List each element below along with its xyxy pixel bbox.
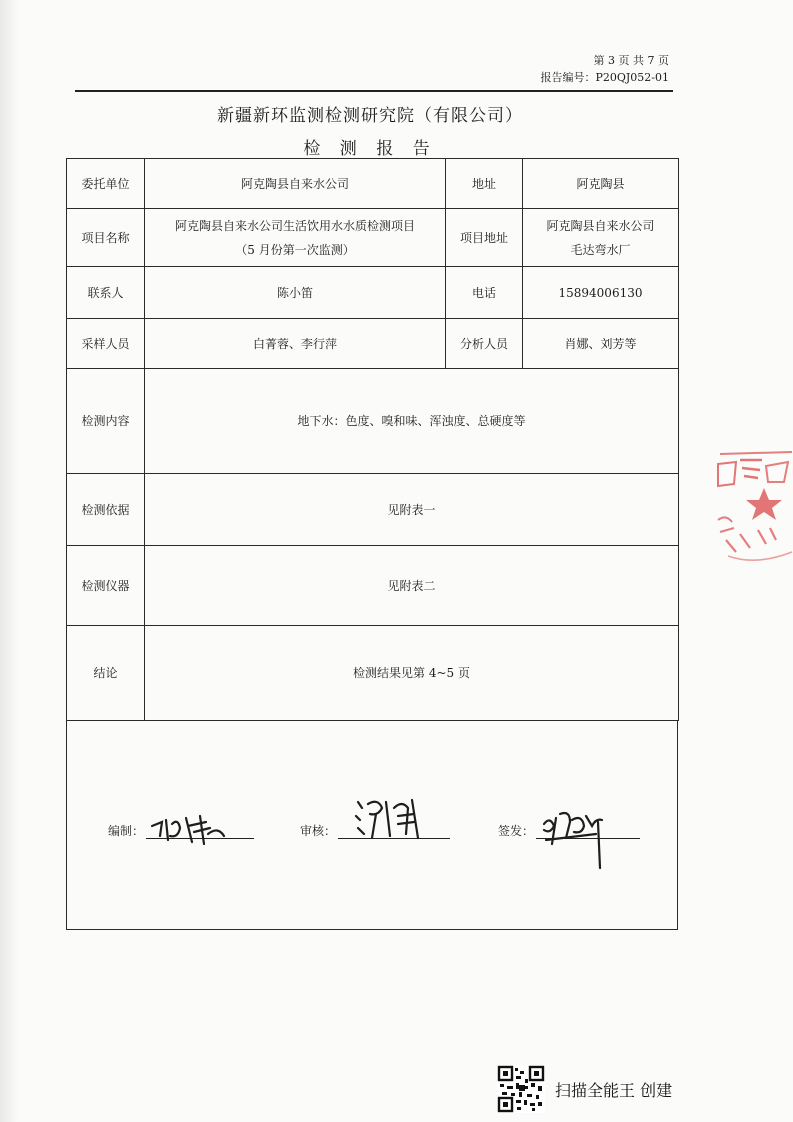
analyst-label: 分析人员 bbox=[446, 319, 523, 369]
scanner-text: 扫描全能王 创建 bbox=[555, 1080, 673, 1100]
instrument-value: 见附表二 bbox=[145, 546, 679, 626]
address-value: 阿克陶县 bbox=[523, 159, 679, 209]
report-info-table bbox=[66, 158, 679, 721]
project-name-cell bbox=[145, 209, 446, 267]
contact-value: 陈小笛 bbox=[145, 267, 446, 319]
report-title: 检 测 报 告 bbox=[303, 139, 437, 159]
page-number: 第 3 页 共 7 页 bbox=[593, 54, 669, 67]
project-address-cell bbox=[523, 209, 679, 267]
instrument-label: 检测仪器 bbox=[67, 546, 145, 626]
address-label: 地址 bbox=[446, 159, 523, 209]
content-value: 地下水：色度、嗅和味、浑浊度、总硬度等 bbox=[145, 369, 679, 474]
project-address-line1: 阿克陶县自来水公司 bbox=[546, 218, 655, 233]
table-row bbox=[67, 267, 679, 319]
project-address-label: 项目地址 bbox=[446, 209, 523, 267]
issued-by-label: 签发： bbox=[498, 824, 535, 838]
basis-value: 见附表一 bbox=[145, 474, 679, 546]
official-seal-stamp bbox=[706, 448, 793, 568]
table-row bbox=[67, 474, 679, 546]
table-row bbox=[67, 209, 679, 267]
client-value: 阿克陶县自来水公司 bbox=[145, 159, 446, 209]
sampler-value: 白菁蓉、李行萍 bbox=[145, 319, 446, 369]
table-row bbox=[67, 159, 679, 209]
prepared-by-signature bbox=[148, 812, 248, 848]
sampler-label: 采样人员 bbox=[67, 319, 145, 369]
page-header-info bbox=[540, 52, 669, 86]
organization-title: 新疆新环监测检测研究院（有限公司） bbox=[217, 106, 523, 126]
table-row bbox=[67, 626, 679, 721]
header-rule bbox=[75, 90, 673, 92]
reviewed-by-label: 审核： bbox=[300, 824, 337, 838]
issued-by-signature bbox=[536, 804, 616, 874]
conclusion-label: 结论 bbox=[67, 626, 145, 721]
project-name-label: 项目名称 bbox=[67, 209, 145, 267]
table-row bbox=[67, 546, 679, 626]
project-name-line2: （5 月份第一次监测） bbox=[235, 242, 355, 257]
project-address-line2: 毛达弯水厂 bbox=[570, 242, 631, 257]
analyst-value: 肖娜、刘芳等 bbox=[523, 319, 679, 369]
scan-edge-shadow bbox=[0, 0, 18, 1122]
table-row bbox=[67, 319, 679, 369]
contact-label: 联系人 bbox=[67, 267, 145, 319]
report-number: 报告编号：P20QJ052-01 bbox=[540, 71, 669, 84]
prepared-by-label: 编制： bbox=[108, 824, 145, 838]
reviewed-by-signature bbox=[352, 794, 432, 844]
scanner-watermark bbox=[497, 1065, 672, 1113]
basis-label: 检测依据 bbox=[67, 474, 145, 546]
phone-label: 电话 bbox=[446, 267, 523, 319]
project-name-line1: 阿克陶县自来水公司生活饮用水水质检测项目 bbox=[174, 218, 415, 233]
content-label: 检测内容 bbox=[67, 369, 145, 474]
phone-value: 15894006130 bbox=[523, 267, 679, 319]
qr-code-icon bbox=[497, 1065, 545, 1113]
client-label: 委托单位 bbox=[67, 159, 145, 209]
table-row bbox=[67, 369, 679, 474]
conclusion-value: 检测结果见第 4~5 页 bbox=[145, 626, 679, 721]
